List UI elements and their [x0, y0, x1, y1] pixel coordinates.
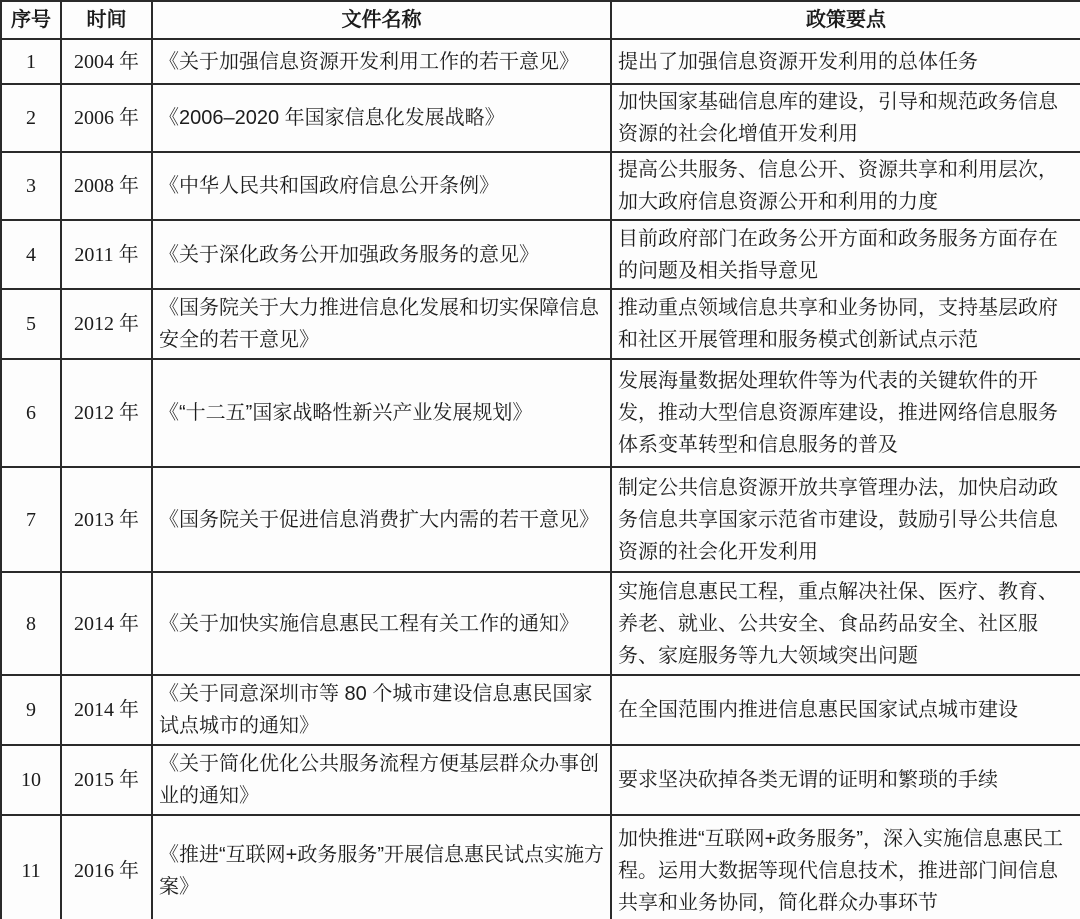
cell-no: 5 [1, 289, 61, 359]
table-header [1, 1, 1080, 39]
cell-year: 2014 年 [61, 675, 152, 745]
cell-points: 推动重点领域信息共享和业务协同，支持基层政府和社区开展管理和服务模式创新试点示范 [611, 289, 1080, 359]
cell-doc: 《“十二五”国家战略性新兴产业发展规划》 [152, 359, 611, 467]
cell-no: 2 [1, 84, 61, 152]
cell-points: 制定公共信息资源开放共享管理办法，加快启动政务信息共享国家示范省市建设，鼓励引导公共信息资源的社会化开发利用 [611, 467, 1080, 572]
cell-doc: 《关于加快实施信息惠民工程有关工作的通知》 [152, 572, 611, 675]
cell-year: 2012 年 [61, 289, 152, 359]
cell-points: 加快推进“互联网+政务服务”，深入实施信息惠民工程。运用大数据等现代信息技术，推进部门间信息共享和业务协同，简化群众办事环节 [611, 815, 1080, 919]
cell-year: 2004 年 [61, 39, 152, 84]
cell-doc: 《关于加强信息资源开发利用工作的若干意见》 [152, 39, 611, 84]
cell-doc: 《关于简化优化公共服务流程方便基层群众办事创业的通知》 [152, 745, 611, 815]
table-row [1, 220, 1080, 289]
header-points: 政策要点 [611, 1, 1080, 39]
cell-no: 7 [1, 467, 61, 572]
cell-points: 要求坚决砍掉各类无谓的证明和繁琐的手续 [611, 745, 1080, 815]
cell-doc: 《关于深化政务公开加强政务服务的意见》 [152, 220, 611, 289]
cell-points: 提高公共服务、信息公开、资源共享和利用层次，加大政府信息资源公开和利用的力度 [611, 152, 1080, 220]
cell-doc: 《2006–2020 年国家信息化发展战略》 [152, 84, 611, 152]
cell-year: 2011 年 [61, 220, 152, 289]
cell-no: 3 [1, 152, 61, 220]
cell-doc: 《国务院关于大力推进信息化发展和切实保障信息安全的若干意见》 [152, 289, 611, 359]
cell-doc: 《推进“互联网+政务服务”开展信息惠民试点实施方案》 [152, 815, 611, 919]
cell-points: 发展海量数据处理软件等为代表的关键软件的开发，推动大型信息资源库建设，推进网络信息服务体系变革转型和信息服务的普及 [611, 359, 1080, 467]
cell-year: 2015 年 [61, 745, 152, 815]
cell-year: 2016 年 [61, 815, 152, 919]
header-row [1, 1, 1080, 39]
cell-points: 提出了加强信息资源开发利用的总体任务 [611, 39, 1080, 84]
cell-year: 2012 年 [61, 359, 152, 467]
cell-no: 9 [1, 675, 61, 745]
table-row [1, 152, 1080, 220]
cell-year: 2006 年 [61, 84, 152, 152]
table-row [1, 572, 1080, 675]
table-row [1, 815, 1080, 919]
cell-no: 8 [1, 572, 61, 675]
table-row [1, 745, 1080, 815]
table-row [1, 359, 1080, 467]
cell-no: 11 [1, 815, 61, 919]
cell-doc: 《国务院关于促进信息消费扩大内需的若干意见》 [152, 467, 611, 572]
header-no: 序号 [1, 1, 61, 39]
header-year: 时间 [61, 1, 152, 39]
cell-no: 1 [1, 39, 61, 84]
cell-no: 6 [1, 359, 61, 467]
cell-points: 在全国范围内推进信息惠民国家试点城市建设 [611, 675, 1080, 745]
cell-no: 4 [1, 220, 61, 289]
table-row [1, 467, 1080, 572]
header-doc: 文件名称 [152, 1, 611, 39]
cell-doc: 《中华人民共和国政府信息公开条例》 [152, 152, 611, 220]
table-row [1, 84, 1080, 152]
cell-doc: 《关于同意深圳市等 80 个城市建设信息惠民国家试点城市的通知》 [152, 675, 611, 745]
cell-year: 2013 年 [61, 467, 152, 572]
cell-no: 10 [1, 745, 61, 815]
cell-points: 加快国家基础信息库的建设，引导和规范政务信息资源的社会化增值开发利用 [611, 84, 1080, 152]
table-row [1, 39, 1080, 84]
cell-year: 2008 年 [61, 152, 152, 220]
table-body [1, 39, 1080, 919]
table-row [1, 675, 1080, 745]
cell-points: 目前政府部门在政务公开方面和政务服务方面存在的问题及相关指导意见 [611, 220, 1080, 289]
cell-points: 实施信息惠民工程，重点解决社保、医疗、教育、养老、就业、公共安全、食品药品安全、社区服务、家庭服务等九大领域突出问题 [611, 572, 1080, 675]
cell-year: 2014 年 [61, 572, 152, 675]
table-row [1, 289, 1080, 359]
